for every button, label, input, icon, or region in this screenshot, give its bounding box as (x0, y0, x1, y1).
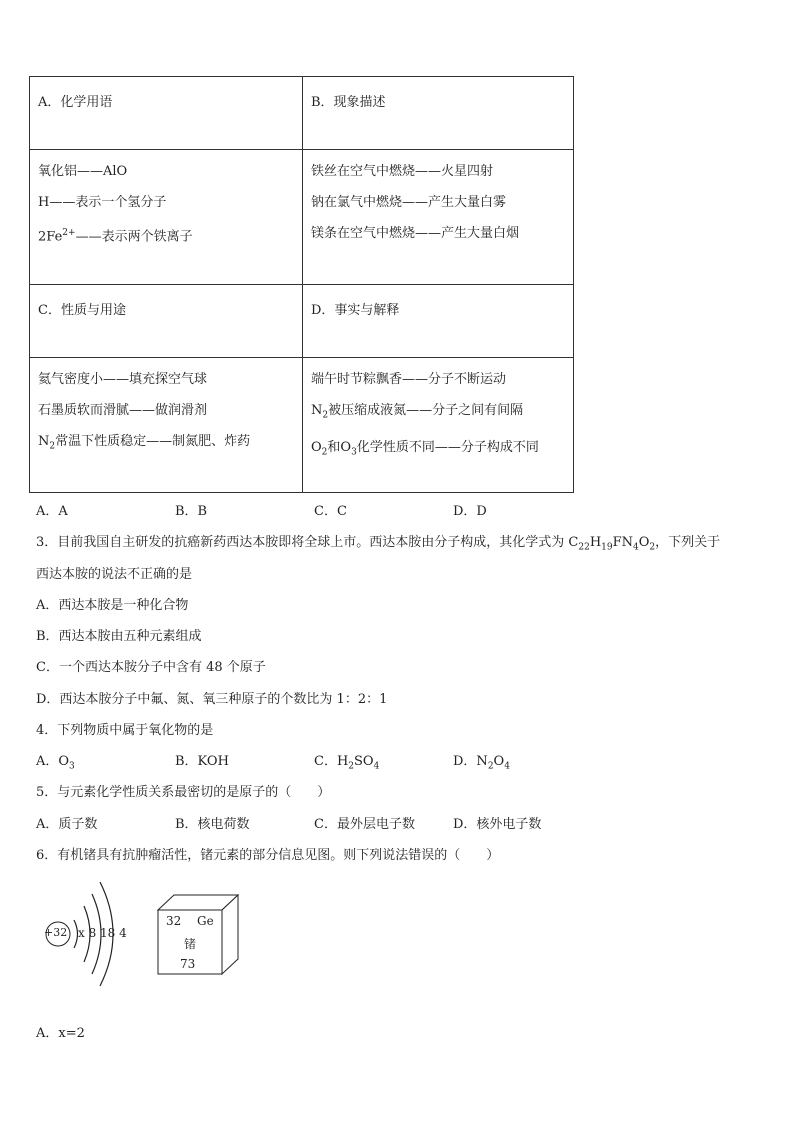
a-line-3: $2Fe^{2+}——$表示两个铁离子 (38, 228, 193, 245)
cell-b-body (303, 150, 574, 285)
q5-option-c[interactable]: C．最外层电子数 (314, 817, 415, 832)
cell-d-body (303, 358, 574, 493)
q2-option-b[interactable]: B．B (175, 504, 208, 519)
d-line-1: 端午时节粽飘香——分子不断运动 (311, 372, 507, 387)
q6-stem: 6．有机锗具有抗肿瘤活性，锗元素的部分信息见图。则下列说法错误的（ ） (36, 848, 500, 863)
electron-shells: x 8 18 4 (78, 926, 127, 940)
q2-option-a[interactable]: A．A (36, 504, 68, 519)
q5-option-d[interactable]: D．核外电子数 (453, 817, 542, 832)
cell-d-header: D．事实与解释 (303, 285, 574, 358)
c-line-3: $N_2$常温下性质稳定——制氮肥、炸药 (38, 434, 251, 452)
q3-option-a[interactable]: A．西达本胺是一种化合物 (36, 598, 189, 613)
b-line-2: 钠在氯气中燃烧——产生大量白雾 (311, 195, 507, 210)
a-line-2: H——表示一个氢分子 (38, 195, 167, 210)
cell-c-header: C．性质与用途 (30, 285, 303, 358)
q3-stem: 3．目前我国自主研发的抗癌新药西达本胺即将全球上市。西达本胺由分子构成，其化学式为 $C_{22}H_{19}FN_4O_2$，下列关于 (36, 535, 721, 553)
q6-option-a[interactable]: A．x=2 (36, 1026, 85, 1041)
d-line-3: $O_2$和$O_3$化学性质不同——分子构成不同 (311, 439, 539, 458)
q4-option-c[interactable]: C．$H_2SO_4$ (314, 754, 380, 772)
shell-arc-1 (74, 920, 78, 948)
comparison-table (29, 76, 574, 493)
cell-b-header: B．现象描述 (303, 77, 574, 150)
atomic-mass: 73 (180, 957, 196, 971)
cell-c-body (30, 358, 303, 493)
element-cube-outline (150, 892, 246, 982)
q3-option-c[interactable]: C．一个西达本胺分子中含有 48 个原子 (36, 660, 266, 675)
q4-option-b[interactable]: B．KOH (175, 754, 229, 769)
q4-stem: 4．下列物质中属于氧化物的是 (36, 723, 214, 738)
q3-option-b[interactable]: B．西达本胺由五种元素组成 (36, 629, 202, 644)
b-line-1: 铁丝在空气中燃烧——火星四射 (311, 164, 494, 179)
b-line-3: 镁条在空气中燃烧——产生大量白烟 (311, 226, 520, 241)
element-name: 锗 (184, 937, 197, 951)
a-line-1: 氧化铝——AlO (38, 164, 128, 179)
q4-option-d[interactable]: D．$N_2O_4$ (453, 754, 510, 772)
q5-option-b[interactable]: B．核电荷数 (175, 817, 250, 832)
nucleus-charge: +32 (44, 926, 68, 939)
q3-stem-line2: 西达本胺的说法不正确的是 (36, 567, 193, 582)
q2-option-d[interactable]: D．D (453, 504, 487, 519)
cell-a-body (30, 150, 303, 285)
q3-option-d[interactable]: D．西达本胺分子中氟、氮、氧三种原子的个数比为 1：2：1 (36, 692, 388, 707)
q2-option-c[interactable]: C．C (314, 504, 347, 519)
q5-stem: 5．与元素化学性质关系最密切的是原子的（ ） (36, 785, 331, 800)
q4-option-a[interactable]: A．$O_3$ (36, 754, 75, 772)
cell-a-header: A．化学用语 (30, 77, 303, 150)
c-line-2: 石墨质软而滑腻——做润滑剂 (38, 403, 208, 418)
q5-option-a[interactable]: A．质子数 (36, 817, 98, 832)
element-symbol: Ge (197, 914, 214, 928)
c-line-1: 氦气密度小——填充探空气球 (38, 372, 208, 387)
d-line-2: $N_2$被压缩成液氮——分子之间有间隔 (311, 403, 524, 421)
atomic-number: 32 (166, 914, 182, 928)
